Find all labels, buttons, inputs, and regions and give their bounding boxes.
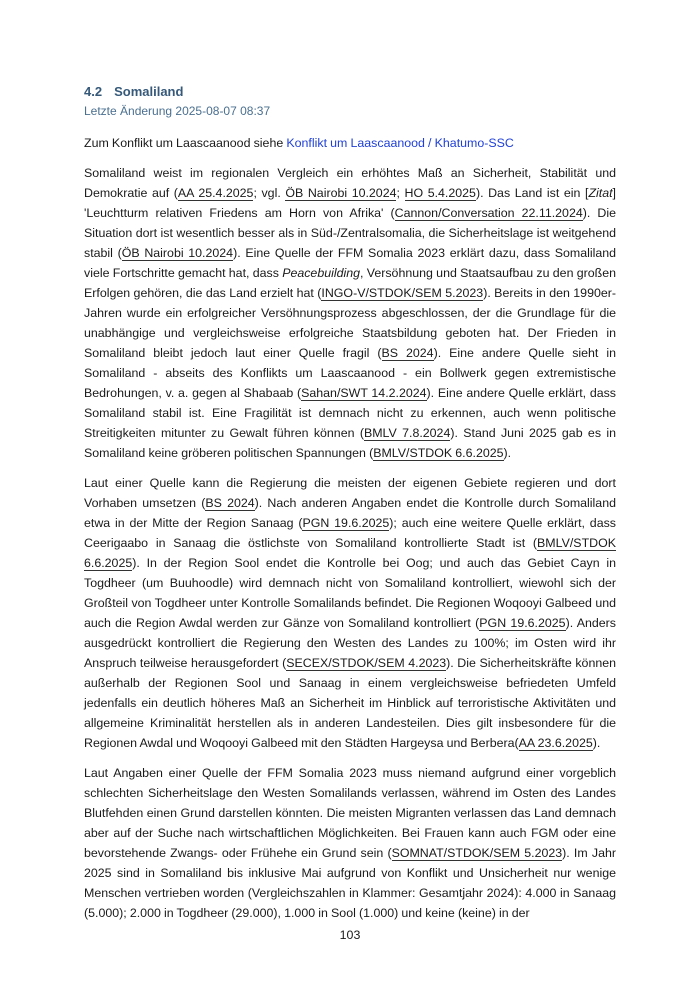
source-ref[interactable]: INGO-V/STDOK/SEM 5.2023 — [321, 286, 484, 300]
peacebuilding-term: Peacebuilding — [282, 266, 361, 280]
source-ref[interactable]: SECEX/STDOK/SEM 4.2023 — [286, 656, 447, 670]
source-ref[interactable]: ÖB Nairobi 10.2024 — [285, 186, 397, 200]
section-title: Somaliland — [114, 84, 184, 99]
last-change-date: Letzte Änderung 2025-08-07 08:37 — [84, 104, 271, 118]
intro-text: Zum Konflikt um Laascaanood siehe — [84, 136, 287, 150]
source-ref[interactable]: BMLV/STDOK 6.6.2025 — [373, 446, 504, 460]
source-ref[interactable]: HO 5.4.2025 — [404, 186, 476, 200]
paragraph-3: Laut Angaben einer Quelle der FFM Somalia 2023 muss niemand aufgrund einer vorgeblich schlechten Sicherheitslage den Westen Somalilands verlassen, während im Osten des Landes Blutfehden einen Grund darstellen könnten. Die meisten Migranten verlassen das Land demnach aber auf der Suche nach wirtschaftlichen Möglichkeiten. Bei Frauen kann auch FGM oder eine bevorstehende Zwangs- oder Frühehe ein Grund sein (SOMNAT/STDOK/SEM 5.2023). Im Jahr 2025 sind in Somaliland bis inklusive Mai aufgrund von Konflikt und Unsicherheit nur wenige Menschen vertrieben worden (Vergleichszahlen in Klammer: Gesamtjahr 2024): 4.000 in Sanaag (5.000); 2.000 in Togdheer (29.000), 1.000 in Sool (1.000) und keine (keine) in der — [84, 766, 616, 920]
source-ref[interactable]: BS 2024 — [381, 346, 434, 360]
source-ref[interactable]: SOMNAT/STDOK/SEM 5.2023 — [391, 846, 563, 860]
zitat-marker: Zitat — [588, 186, 613, 200]
source-ref[interactable]: PGN 19.6.2025 — [302, 516, 390, 530]
source-ref[interactable]: PGN 19.6.2025 — [479, 616, 566, 630]
paragraph-1: Somaliland weist im regionalen Vergleich ein erhöhtes Maß an Sicherheit, Stabilität und Demokratie auf (AA 25.4.2025; vgl. ÖB Nairobi 10.2024; HO 5.4.2025). Das Land ist ein [Zitat] 'Leuchtturm relativen Friedens am Horn von Afrika' (Cannon/Conversation 22.11.2024). Die Situation dort ist wesentlich besser als in Süd-/Zentralsomalia, die Sicherheitslage ist weitgehend stabil (ÖB Nairobi 10.2024). Eine Quelle der FFM Somalia 2023 erklärt dazu, dass Somaliland viele Fortschritte gemacht hat, dass Peacebuilding, Versöhnung und Staatsaufbau zu den großen Erfolgen gehören, die das Land erzielt hat (INGO-V/STDOK/SEM 5.2023). Bereits in den 1990er-Jahren wurde ein erfolgreicher Versöhnungsprozess abgeschlossen, der die Grundlage für die unabhängige und vergleichsweise erfolgreiche Staatsbildung geboten hat. Der Frieden in Somaliland bleibt jedoch laut einer Quelle fragil (BS 2024). Eine andere Quelle sieht in Somaliland - abseits des Konflikts um Laascaanood - ein Bollwerk gegen extremistische Bedrohungen, v. a. gegen al Shabaab (Sahan/SWT 14.2.2024). Eine andere Quelle erklärt, dass Somaliland stabil ist. Eine Fragilität ist demnach nicht zu erkennen, auch wenn politische Streitigkeiten mitunter zu Gewalt führen können (BMLV 7.8.2024). Stand Juni 2025 gab es in Somaliland keine gröberen politischen Spannungen (BMLV/STDOK 6.6.2025). — [84, 166, 617, 460]
page-number: 103 — [339, 928, 361, 942]
source-ref[interactable]: AA 25.4.2025 — [177, 186, 254, 200]
paragraph-2: Laut einer Quelle kann die Regierung die meisten der eigenen Gebiete regieren und dort Vorhaben umsetzen (BS 2024). Nach anderen Angaben endet die Kontrolle durch Somaliland etwa in der Mitte der Region Sanaag (PGN 19.6.2025); auch eine weitere Quelle erklärt, dass Ceerigaabo in Sanaag die östlichste von Somaliland kontrollierte Stadt ist (BMLV/STDOK 6.6.2025). In der Region Sool endet die Kontrolle bei Oog; und auch das Gebiet Cayn in Togdheer (um Buuhoodle) wird demnach nicht von Somaliland kontrolliert, wiewohl sich der Großteil von Togdheer unter Kontrolle Somalilands befindet. Die Regionen Woqooyi Galbeed und auch die Region Awdal werden zur Gänze von Somaliland kontrolliert (PGN 19.6.2025). Anders ausgedrückt kontrolliert die Regierung den Westen des Landes zu 100%; im Osten wird ihr Anspruch teilweise herausgefordert (SECEX/STDOK/SEM 4.2023). Die Sicherheitskräfte können außerhalb der Regionen Sool und Sanaag in einem vergleichsweise befriedeten Umfeld jedenfalls ein deutlich höheres Maß an Sicherheit im Hinblick auf terroristische Aktivitäten und allgemeine Kriminalität herstellen als in anderen Landesteilen. Dies gilt insbesondere für die Regionen Awdal und Woqooyi Galbeed mit den Städten Hargeysa und Berbera(AA 23.6.2025). — [84, 476, 617, 750]
laascaanood-conflict-link[interactable]: Konflikt um Laascaanood / Khatumo-SSC — [286, 136, 514, 150]
source-ref[interactable]: BMLV/STDOK 6.6.2025 — [84, 536, 616, 570]
source-ref[interactable]: BS 2024 — [205, 496, 255, 510]
document-page — [84, 84, 616, 923]
source-ref[interactable]: Sahan/SWT 14.2.2024 — [301, 386, 427, 400]
source-ref[interactable]: AA 23.6.2025 — [518, 736, 593, 750]
intro-paragraph — [84, 133, 616, 153]
source-ref[interactable]: BMLV 7.8.2024 — [363, 426, 451, 440]
source-ref[interactable]: ÖB Nairobi 10.2024 — [121, 246, 234, 260]
source-ref[interactable]: Cannon/Conversation 22.11.2024 — [394, 206, 583, 220]
section-heading — [84, 84, 616, 100]
section-number: 4.2 — [84, 84, 103, 99]
